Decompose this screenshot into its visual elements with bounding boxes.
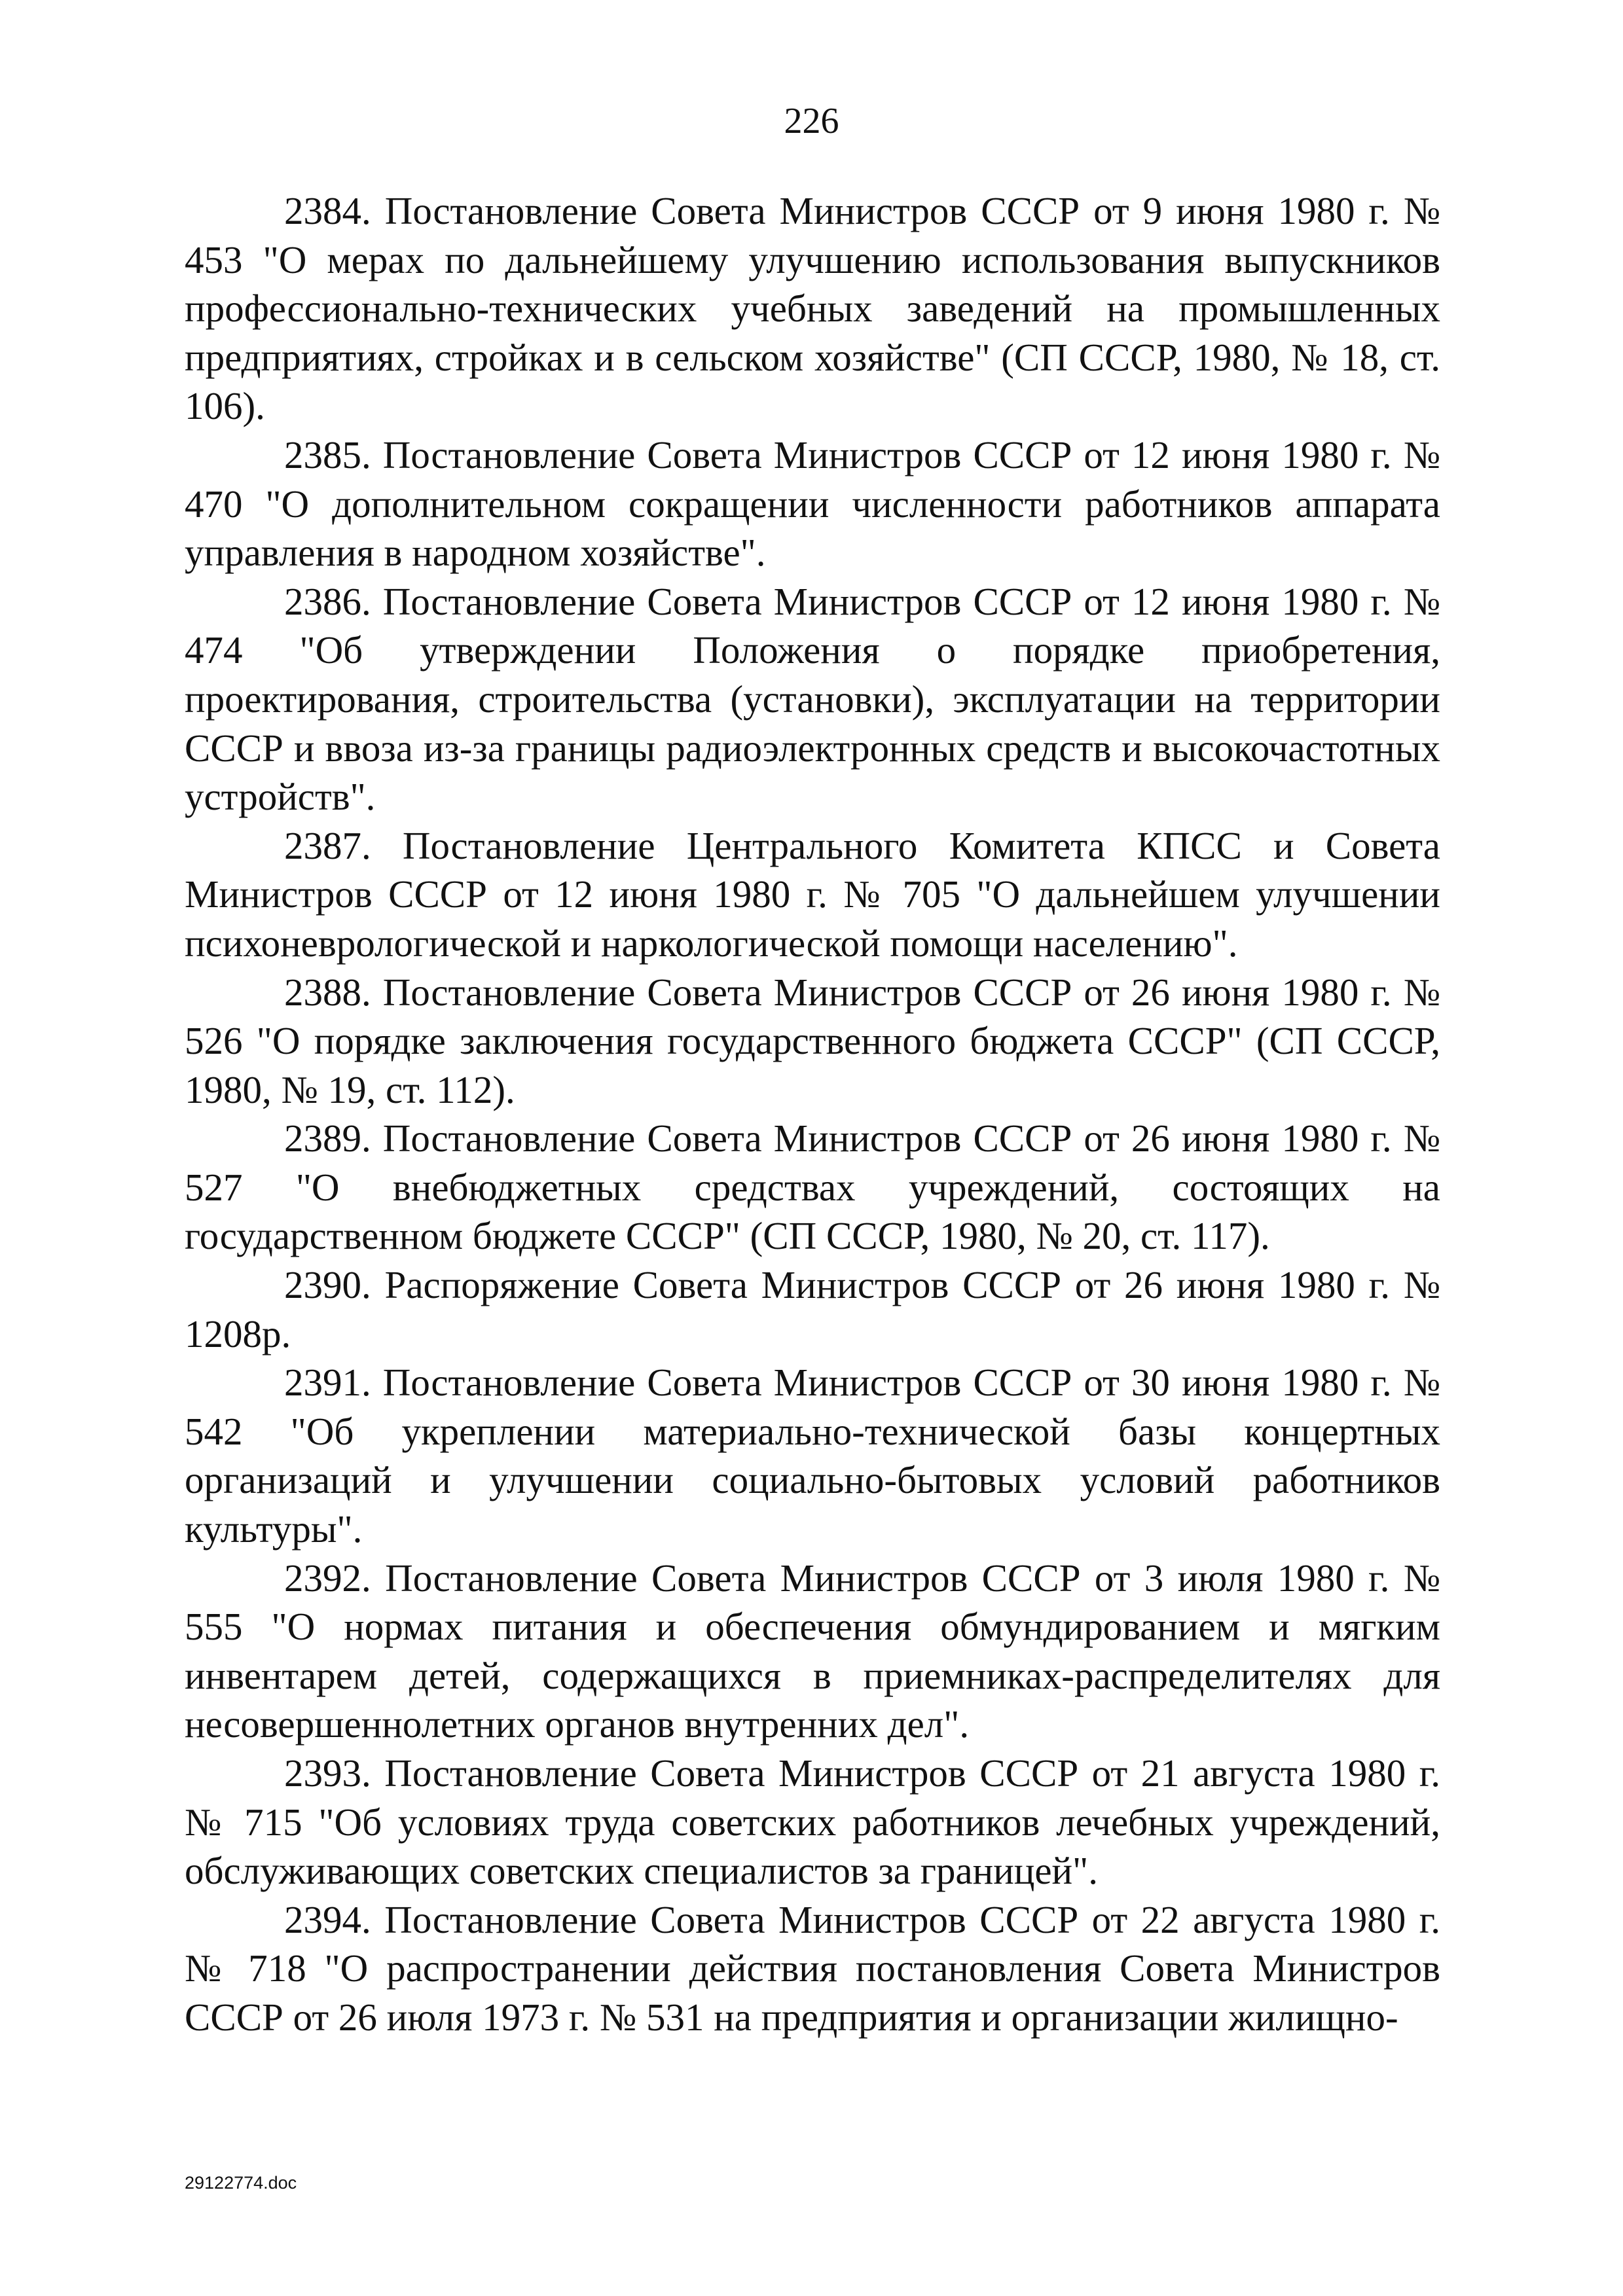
list-item: 2384. Постановление Совета Министров СССР от 9 июня 1980 г. № 453 "О мерах по дальнейшему улучшению использования выпускников профессионально-технических учебных заведений на промышленных предприятиях, стройках и в сельском хозяйстве" (СП СССР, 1980, № 18, ст. 106). [185,189,1440,428]
list-item: 2386. Постановление Совета Министров СССР от 12 июня 1980 г. № 474 "Об утверждении Положения о порядке приобретения, проектирования, строительства (установки), эксплуатации на территории СССР и ввоза из-за границы радиоэлектронных средств и высокочастотных устройств". [185,579,1440,819]
document-body [185,187,1440,2042]
footer-filename: 29122774.doc [185,2173,297,2193]
page-number: 226 [784,101,839,141]
list-item: 2387. Постановление Центрального Комитета КПСС и Совета Министров СССР от 12 июня 1980 г. № 705 "О дальнейшем улучшении психоневрологической и наркологической помощи населению". [185,823,1440,965]
list-item: 2391. Постановление Совета Министров СССР от 30 июня 1980 г. № 542 "Об укреплении материально-технической базы концертных организаций и улучшении социально-бытовых условий работников культуры". [185,1361,1440,1551]
list-item: 2392. Постановление Совета Министров СССР от 3 июля 1980 г. № 555 "О нормах питания и обеспечения обмундированием и мягким инвентарем детей, содержащихся в приемниках-распределителях для несовершеннолетних органов внутренних дел". [185,1556,1440,1746]
list-item: 2394. Постановление Совета Министров СССР от 22 августа 1980 г. № 718 "О распространении действия постановления Совета Министров СССР от 26 июля 1973 г. № 531 на предприятия и организации жилищно- [185,1897,1440,2039]
list-item: 2388. Постановление Совета Министров СССР от 26 июня 1980 г. № 526 "О порядке заключения государственного бюджета СССР" (СП СССР, 1980, № 19, ст. 112). [185,970,1440,1111]
list-item: 2389. Постановление Совета Министров СССР от 26 июня 1980 г. № 527 "О внебюджетных средствах учреждений, состоящих на государственном бюджете СССР" (СП СССР, 1980, № 20, ст. 117). [185,1117,1440,1258]
list-item: 2390. Распоряжение Совета Министров СССР от 26 июня 1980 г. № 1208р. [185,1263,1440,1355]
list-item: 2393. Постановление Совета Министров СССР от 21 августа 1980 г. № 715 "Об условиях труда советских работников лечебных учреждений, обслуживающих советских специалистов за границей". [185,1751,1440,1893]
list-item: 2385. Постановление Совета Министров СССР от 12 июня 1980 г. № 470 "О дополнительном сокращении численности работников аппарата управления в народном хозяйстве". [185,433,1440,575]
